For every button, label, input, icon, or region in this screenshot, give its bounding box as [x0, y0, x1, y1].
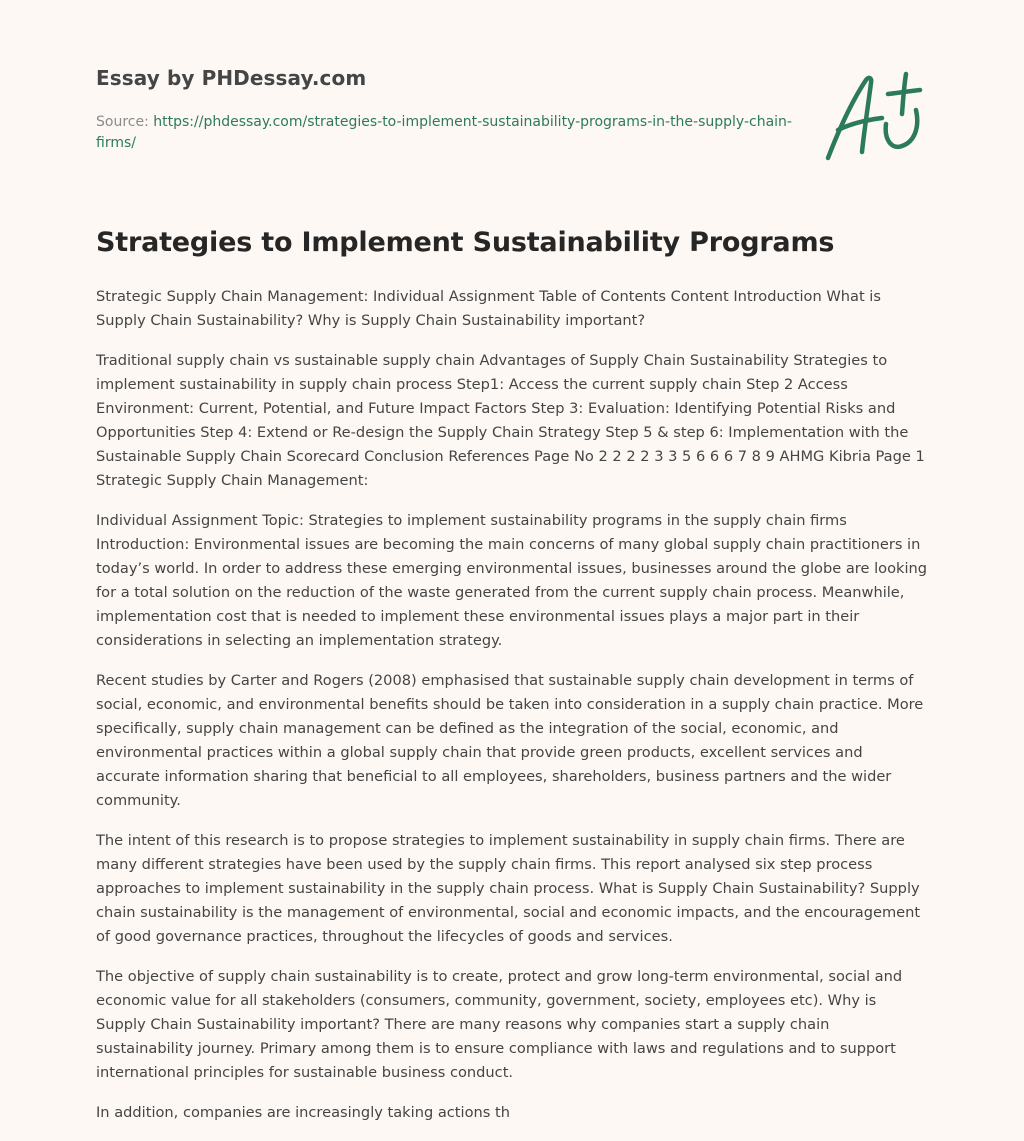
- source-line: [96, 112, 796, 154]
- source-link[interactable]: https://phdessay.com/strategies-to-implement-sustainability-programs-in-the-supply-chain-firms/: [96, 114, 792, 151]
- body-paragraph: Individual Assignment Topic: Strategies to implement sustainability programs in the supply chain firms Introduction: Environmental issues are becoming the main concerns of many global supply chain practitioners in today’s world. In order to address these emerging environmental issues, businesses around the globe are looking for a total solution on the reduction of the waste generated from the current supply chain process. Meanwhile, implementation cost that is needed to implement these environmental issues plays a major part in their considerations in selecting an implementation strategy.: [96, 512, 928, 649]
- body-paragraph: The objective of supply chain sustainability is to create, protect and grow long-term environmental, social and economic value for all stakeholders (consumers, community, government, society, employees etc). Why is Supply Chain Sustainability important? There are many reasons why companies start a supply chain sustainability journey. Primary among them is to ensure compliance with laws and regulations and to support international principles for sustainable business conduct.: [96, 968, 903, 1081]
- body-paragraph: Traditional supply chain vs sustainable supply chain Advantages of Supply Chain Sustainability Strategies to implement sustainability in supply chain process Step1: Access the current supply chain Step 2 Access Environment: Current, Potential, and Future Impact Factors Step 3: Evaluation: Identifying Potential Risks and Opportunities Step 4: Extend or Re-design the Supply Chain Strategy Step 5 & step 6: Implementation with the Sustainable Supply Chain Scorecard Conclusion References Page No 2 2 2 2 3 3 5 6 6 6 7 8 9 AHMG Kibria Page 1 Strategic Supply Chain Management:: [96, 352, 925, 489]
- body-paragraph: Recent studies by Carter and Rogers (2008) emphasised that sustainable supply chain development in terms of social, economic, and environmental benefits should be taken into consideration in a supply chain practice. More specifically, supply chain management can be defined as the integration of the social, economic, and environmental practices within a global supply chain that provide green products, excellent services and accurate information sharing that beneficial to all employees, shareholders, business partners and the wider community.: [96, 672, 924, 809]
- body-paragraph: In addition, companies are increasingly taking actions th: [96, 1104, 510, 1121]
- document-body: [96, 285, 928, 1141]
- a-plus-logo-icon: [822, 66, 930, 166]
- source-label: Source:: [96, 114, 149, 130]
- document-title: Strategies to Implement Sustainability Programs: [96, 227, 835, 258]
- body-paragraph: The intent of this research is to propose strategies to implement sustainability in supply chain firms. There are many different strategies have been used by the supply chain firms. This report analysed six step process approaches to implement sustainability in the supply chain process. What is Supply Chain Sustainability? Supply chain sustainability is the management of environmental, social and economic impacts, and the encouragement of good governance practices, throughout the lifecycles of goods and services.: [96, 832, 921, 945]
- site-title: Essay by PHDessay.com: [96, 66, 367, 90]
- body-paragraph: Strategic Supply Chain Management: Individual Assignment Table of Contents Content Introduction What is Supply Chain Sustainability? Why is Supply Chain Sustainability important?: [96, 288, 881, 329]
